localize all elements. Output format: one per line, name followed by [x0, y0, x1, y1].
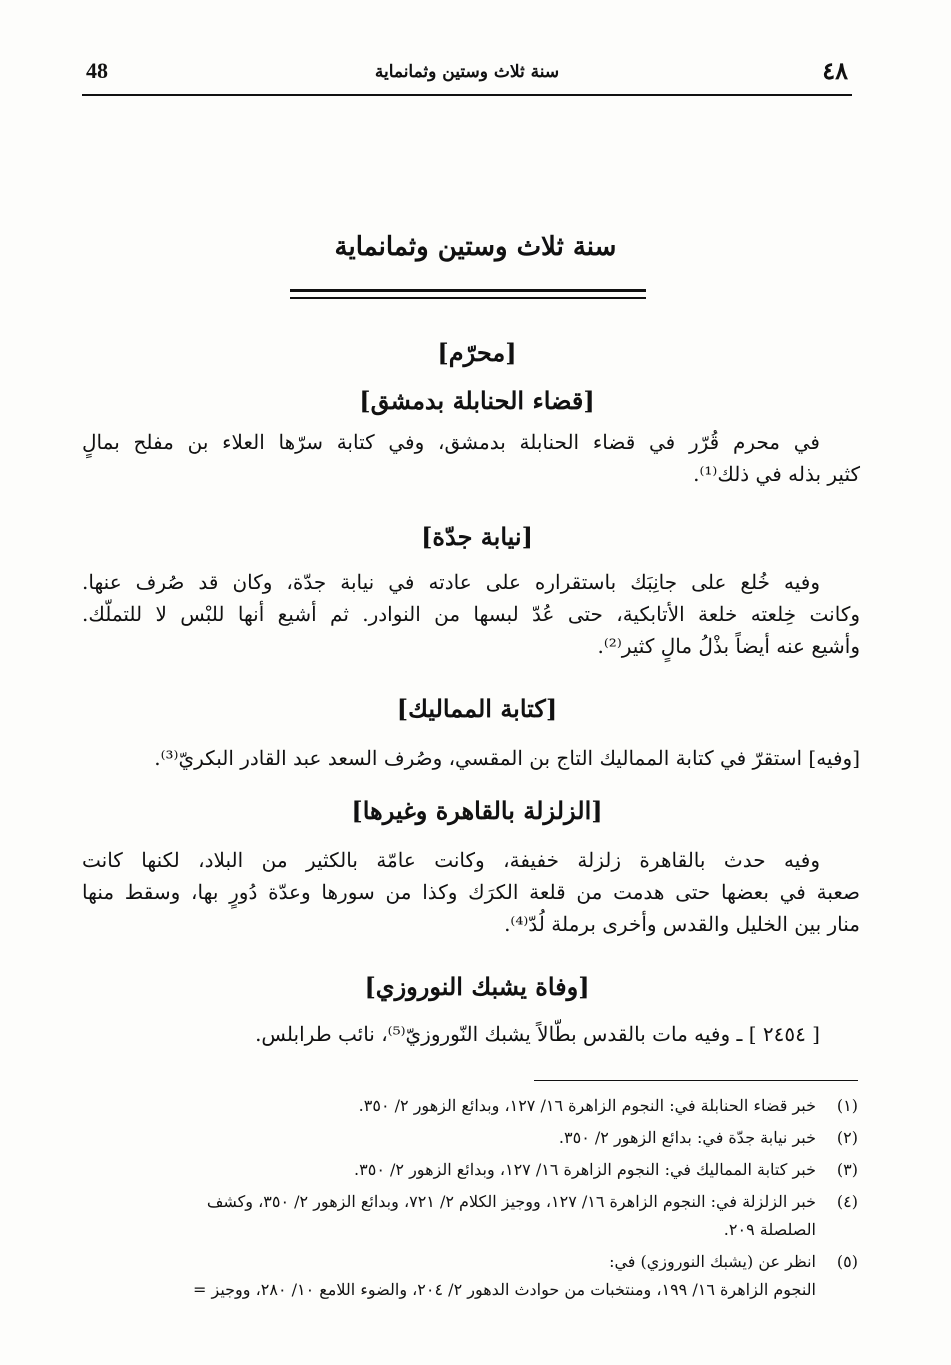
footnote-1 [90, 1092, 858, 1120]
paragraph-line: وفيه خُلع على جانِبَك باستقراره على عادته في نيابة جدّة، وكان قد صُرف عنها. [82, 570, 820, 594]
paragraph-earthquake [82, 844, 860, 940]
page-number-arabic: ٤٨ [822, 56, 848, 85]
title-rule-bottom [290, 297, 646, 299]
paragraph-line: [وفيه] استقرّ في كتابة المماليك التاج بن المقسي، وصُرف السعد عبد القادر البكريّ⁽³⁾. [154, 746, 860, 770]
footnote-5 [90, 1248, 858, 1304]
chapter-title: سنة ثلاث وستين وثمانماية [334, 232, 617, 262]
paragraph-line: كثير بذله في ذلك⁽¹⁾. [693, 462, 860, 486]
footnote-text: انظر عن (يشبك النوروزي) في: [609, 1252, 816, 1271]
paragraph-line: منار بين الخليل والقدس وأخرى برملة لُدّ⁽⁴⁾. [504, 912, 860, 936]
paragraph-death-yashbak [82, 1018, 860, 1050]
paragraph-mamluk-secretariat [82, 742, 860, 774]
footnote-2 [90, 1124, 858, 1152]
footnote-text: النجوم الزاهرة ١٦/ ١٩٩، ومنتخبات من حوادث الدهور ٢/ ٢٠٤، والضوء اللامع ١٠/ ٢٨٠، ووجيز = [193, 1280, 816, 1299]
footnote-separator [534, 1080, 858, 1081]
footnote-4 [90, 1188, 858, 1244]
footnote-number: (٣) [836, 1160, 858, 1179]
section-heading-hanbali-judgeship: [قضاء الحنابلة بدمشق] [359, 386, 595, 415]
footnote-number: (٢) [836, 1128, 858, 1147]
section-heading-death-yashbak: [وفاة يشبك النوروزي] [364, 972, 590, 1001]
running-header [82, 50, 852, 96]
section-heading-mamluk-secretariat: [كتابة المماليك] [396, 694, 558, 723]
paragraph-line: في محرم قُرّر في قضاء الحنابلة بدمشق، وفي كتابة سرّها العلاء بن مفلح بمالٍ [82, 430, 820, 454]
paragraph-line: صعبة في بعضها حتى هدمت من قلعة الكرَك وكذا من سورها وعدّة دُورٍ بها، وسقط منها [82, 880, 860, 904]
title-rule-top [290, 289, 646, 292]
footnote-text: خبر كتابة المماليك في: النجوم الزاهرة ١٦/ ١٢٧، وبدائع الزهور ٢/ ٣٥٠. [354, 1160, 816, 1179]
paragraph-line: وأشيع عنه أيضاً بذْلُ مالٍ كثير⁽²⁾. [597, 634, 860, 658]
footnote-3 [90, 1156, 858, 1184]
running-title: سنة ثلاث وستين وثمانماية [374, 62, 560, 82]
paragraph-jeddah [82, 566, 860, 662]
paragraph-line: [ ٢٤٥٤ ] ـ وفيه مات بالقدس بطّالاً يشبك النّوروزيّ⁽⁵⁾، نائب طرابلس. [255, 1022, 820, 1046]
section-heading-earthquake: [الزلزلة بالقاهرة وغيرها] [351, 796, 603, 825]
footnote-number: (١) [836, 1096, 858, 1115]
section-heading-muharram: [محرّم] [437, 338, 517, 367]
paragraph-hanbali-judgeship [82, 426, 860, 490]
footnote-text: خبر الزلزلة في: النجوم الزاهرة ١٦/ ١٢٧، ووجيز الكلام ٢/ ٧٢١، وبدائع الزهور ٢/ ٣٥٠، وكشف [206, 1192, 816, 1211]
footnote-text: خبر قضاء الحنابلة في: النجوم الزاهرة ١٦/ ١٢٧، وبدائع الزهور ٢/ ٣٥٠. [358, 1096, 816, 1115]
footnote-number: (٥) [836, 1252, 858, 1271]
paragraph-line: وفيه حدث بالقاهرة زلزلة خفيفة، وكانت عامّة بالكثير من البلاد، لكنها كانت [82, 848, 820, 872]
footnote-text: خبر نيابة جدّة في: بدائع الزهور ٢/ ٣٥٠. [558, 1128, 816, 1147]
footnote-number: (٤) [836, 1192, 858, 1211]
paragraph-line: وكانت خِلعته خلعة الأتابكية، حتى عُدّ لبسها من النوادر. ثم أشيع أنها للبْس لا للتملّك. [82, 602, 860, 626]
section-heading-jeddah: [نيابة جدّة] [421, 522, 533, 551]
footnote-text: الصلصلة ٢٠٩. [723, 1220, 816, 1239]
page-number-latin: 48 [86, 58, 108, 83]
